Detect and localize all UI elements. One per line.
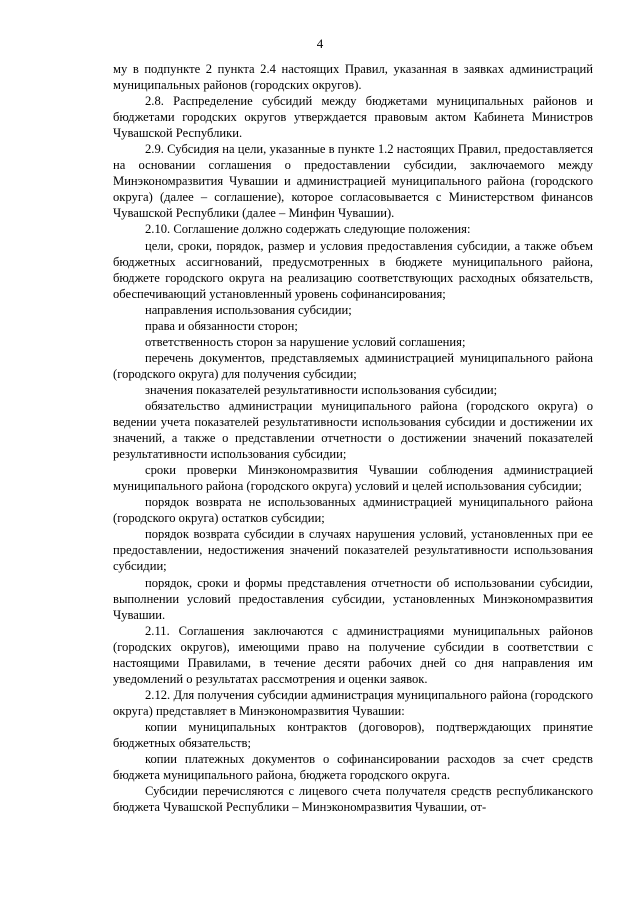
paragraph: 2.11. Соглашения заключаются с администрациями муниципальных районов (городских округов), имеющими право на получение субсидии в соответствии с настоящими Правилами, в течение десяти рабочих дней со дня направления им уведомлений о результатах рассмотрения и оценки заявок. (113, 623, 593, 686)
paragraph: копии муниципальных контрактов (договоров), подтверждающих принятие бюджетных обязательств; (113, 719, 593, 750)
paragraph: направления использования субсидии; (145, 302, 352, 317)
page-number: 4 (316, 36, 324, 51)
paragraph: 2.9. Субсидия на цели, указанные в пункте 1.2 настоящих Правил, предоставляется на основании соглашения о предоставлении субсидии, заключаемого между Минэкономразвития Чувашии и администрацией муниципального района (городского округа) (далее – соглашение), которое согласовывается с Министерством финансов Чувашской Республики (далее – Минфин Чувашии). (113, 142, 593, 221)
paragraph: Субсидии перечисляются с лицевого счета получателя средств республиканского бюджета Чувашской Республики – Минэкономразвития Чувашии, от- (113, 784, 593, 815)
document-body (113, 61, 593, 815)
paragraph: порядок, сроки и формы представления отчетности об использовании субсидии, выполнении условий предоставления субсидии, установленных Минэкономразвития Чувашии. (113, 575, 593, 622)
paragraph: обязательство администрации муниципального района (городского округа) о ведении учета показателей результативности использования субсидии и достижении их значений, а также о представлении отчетности о достижении значений показателей результативности использования субсидии; (113, 398, 593, 462)
paragraph: цели, сроки, порядок, размер и условия предоставления субсидии, а также объем бюджетных ассигнований, предусмотренных в бюджете муниципального района, бюджете городского округа на реализацию соответствующих расходных обязательств, обеспечивающий установленный уровень софинансирования; (113, 238, 593, 301)
paragraph: копии платежных документов о софинансировании расходов за счет средств бюджета муниципального района, бюджета городского округа. (113, 752, 593, 783)
paragraph: права и обязанности сторон; (145, 318, 298, 333)
paragraph: порядок возврата не использованных администрацией муниципального района (городского округа) остатков субсидии; (113, 495, 593, 526)
paragraph: ответственность сторон за нарушение условий соглашения; (145, 334, 466, 349)
paragraph: значения показателей результативности использования субсидии; (145, 382, 498, 397)
paragraph: перечень документов, представляемых администрацией муниципального района (городского округа) для получения субсидии; (113, 350, 593, 381)
paragraph: порядок возврата субсидии в случаях нарушения условий, установленных при ее предоставлении, недостижения значений показателей результативности использования субсидии; (113, 527, 593, 574)
paragraph: сроки проверки Минэкономразвития Чувашии соблюдения администрацией муниципального района (городского округа) условий и целей использования субсидии; (113, 463, 593, 494)
paragraph: 2.10. Соглашение должно содержать следующие положения: (145, 222, 471, 237)
paragraph: 2.12. Для получения субсидии администрация муниципального района (городского округа) представляет в Минэкономразвития Чувашии: (113, 687, 593, 718)
paragraph-continuation: му в подпункте 2 пункта 2.4 настоящих Правил, указанная в заявках администраций муниципальных районов (городских округов). (113, 62, 593, 93)
paragraph: 2.8. Распределение субсидий между бюджетами муниципальных районов и бюджетами городских округов утверждается правовым актом Кабинета Министров Чувашской Республики. (113, 94, 593, 141)
